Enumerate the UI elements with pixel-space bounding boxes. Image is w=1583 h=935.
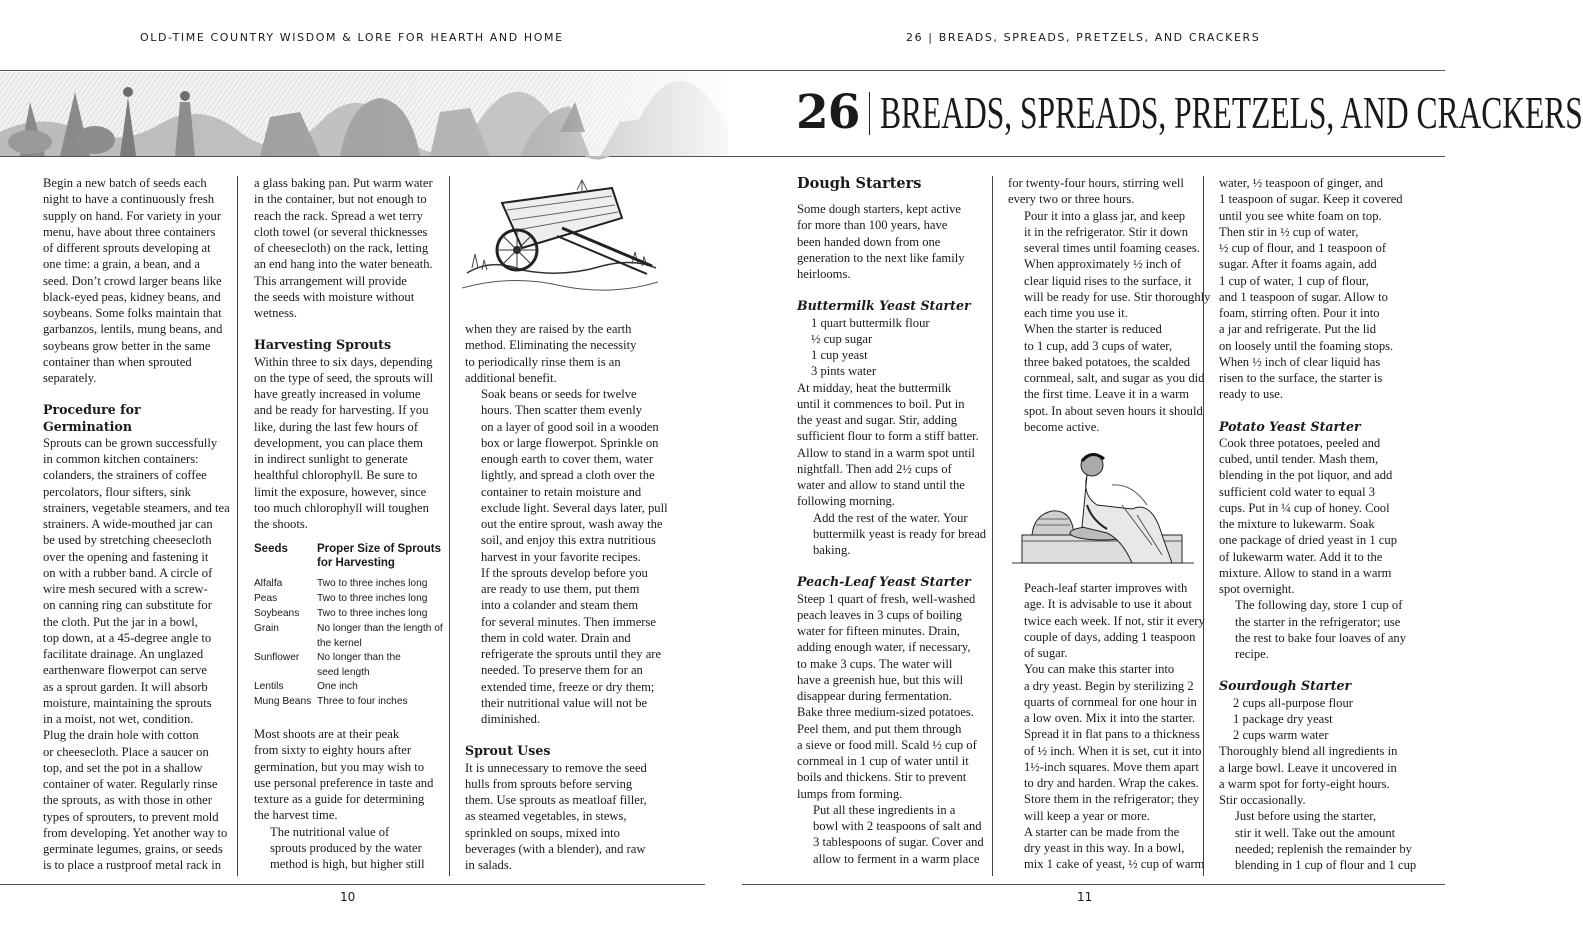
text-line: the harvest time. (254, 808, 338, 823)
text-line: When approximately ½ inch of (1024, 257, 1182, 272)
text-line: If the sprouts develop before you (481, 565, 648, 580)
text-line: hulls from sprouts before serving (465, 776, 633, 791)
text-line: wire mesh secured with a screw- (43, 582, 208, 596)
text-line: sufficient flour to form a stiff batter. (797, 429, 979, 444)
text-line: At midday, heat the buttermilk (797, 380, 952, 395)
paragraph (1219, 743, 1409, 808)
text-line: Peel them, and put them through (797, 721, 962, 736)
text-line: cornmeal in 1 cup of water until it (797, 754, 969, 768)
recipe-title-peach-leaf: Peach-Leaf Yeast Starter (797, 574, 971, 590)
text-line: When the starter is reduced (1024, 322, 1162, 337)
text-line: spot overnight. (1219, 582, 1295, 596)
table-header-seeds: Seeds (254, 543, 288, 555)
right-column-2 (1008, 175, 1211, 435)
text-line: This arrangement will provide (254, 273, 407, 288)
text-line: baking. (813, 543, 851, 557)
text-line: top down, at a 45-degree angle to (43, 630, 212, 645)
text-line: of lukewarm water. Add it to the (1219, 549, 1383, 564)
text-line: blending in the pot liquor, and add (1219, 468, 1393, 483)
left-column-2-lower (254, 726, 444, 872)
table-cell-size: Two to three inches long (317, 578, 428, 589)
text-line: too much chlorophyll will toughen (254, 500, 429, 515)
paragraph (1008, 321, 1205, 435)
text-line: Plug the drain hole with cotton (43, 728, 199, 743)
text-line: 1½-inch squares. Move them apart (1024, 759, 1199, 774)
text-line: as a sprout garden. It will absorb (43, 679, 208, 694)
text-line: Add the rest of the water. Your (813, 510, 968, 525)
text-line: out the entire sprout, wash away the (481, 517, 663, 531)
text-line: several times until foaming ceases. (1024, 241, 1200, 255)
text-line: Soak beans or seeds for twelve (481, 387, 637, 401)
running-head-right: 26 | BREADS, SPREADS, PRETZELS, AND CRACKERS (906, 31, 1261, 44)
right-column-1 (797, 175, 987, 867)
text-line: box or large flowerpot. Sprinkle on (481, 435, 659, 450)
text-line: of cheesecloth) on the rack, letting (254, 241, 429, 255)
text-line: When ½ inch of clear liquid has (1219, 354, 1381, 369)
paragraph (254, 354, 444, 533)
recipe-title-potato: Potato Yeast Starter (1219, 418, 1361, 434)
chapter-divider (869, 92, 870, 135)
text-line: 1 teaspoon of sugar. Keep it covered (1219, 192, 1403, 207)
paragraph (465, 760, 657, 874)
text-line: to 1 cup, add 3 cups of water, (1024, 338, 1173, 353)
text-line: each time you use it. (1024, 306, 1128, 320)
text-line: allow to ferment in a warm place (813, 851, 980, 866)
text-line: or cheesecloth. Place a saucer on (43, 744, 209, 759)
text-line: 1 quart buttermilk flour (811, 315, 930, 330)
text-line: twice each week. If not, stir it every (1024, 613, 1205, 628)
text-line: Put all these ingredients in a (813, 802, 956, 817)
left-column-1 (43, 175, 233, 874)
text-line: soil, and enjoy this extra nutritious (481, 533, 656, 548)
text-line: every two or three hours. (1008, 192, 1135, 207)
paragraph (254, 175, 444, 321)
table-cell-size: No longer than the length of the kernel (317, 623, 443, 649)
text-line: A starter can be made from the (1024, 824, 1180, 839)
text-line: Then stir in ½ cup of water, (1219, 224, 1359, 239)
text-line: a glass baking pan. Put warm water (254, 176, 433, 190)
text-line: foam, stirring often. Pour it into (1219, 306, 1380, 320)
text-line: the shoots. (254, 517, 308, 531)
baker-illustration (1012, 445, 1194, 569)
paragraph (1008, 175, 1198, 208)
text-line: soybeans grow better in the same (43, 338, 211, 353)
text-line: germinate legumes, grains, or seeds (43, 842, 223, 856)
text-line: diminished. (481, 712, 541, 726)
text-line: into a colander and steam them (481, 598, 639, 613)
text-line: dry yeast in this way. In a bowl, (1024, 841, 1185, 855)
text-line: additional benefit. (465, 370, 557, 385)
table-cell-size: No longer than the seed length (317, 652, 401, 678)
text-line: Steep 1 quart of fresh, well-washed (797, 591, 976, 606)
text-line: have a greenish hue, but this will (797, 672, 964, 687)
text-line: container than when sprouted (43, 354, 192, 369)
text-line: is to place a rustproof metal rack in (43, 858, 221, 873)
text-line: be used by stretching cheesecloth (43, 533, 212, 548)
text-line: nightfall. Then add 2½ cups of (797, 461, 952, 476)
text-line: needed. To preserve them for an (481, 663, 643, 678)
section-heading-dough-starters: Dough Starters (797, 175, 922, 192)
text-line: percolators, flour sifters, sink (43, 484, 191, 499)
text-line: 3 pints water (811, 364, 877, 379)
chapter-title: BREADS, SPREADS, PRETZELS, AND CRACKERS (880, 88, 1583, 138)
paragraph (1008, 580, 1205, 661)
text-line: types of sprouters, to prevent mold (43, 809, 219, 824)
banner-engraving (0, 72, 728, 156)
text-line: a low oven. Mix it into the starter. (1024, 711, 1196, 725)
text-line: one time: a grain, a bean, and a (43, 257, 201, 272)
text-line: until it commences to boil. Put in (797, 396, 965, 411)
paragraph (254, 824, 444, 873)
table-cell-size: Three to four inches (317, 696, 408, 707)
text-line: Just before using the starter, (1235, 809, 1377, 824)
text-line: method. Eliminating the necessity (465, 338, 637, 353)
text-line: to periodically rinse them is an (465, 354, 621, 369)
text-line: for more than 100 years, have (797, 218, 948, 233)
paragraph (1219, 808, 1417, 873)
text-line: like, during the last few hours of (254, 419, 419, 434)
column-rule (237, 176, 238, 876)
table-cell-seed: Grain (254, 623, 279, 634)
text-line: harvest in your favorite recipes. (481, 549, 641, 564)
paragraph (797, 510, 987, 559)
paragraph (797, 201, 987, 282)
text-line: colanders, the strainers of coffee (43, 468, 207, 483)
text-line: the cloth. Put the jar in a bowl, (43, 614, 198, 629)
left-column-2 (254, 175, 444, 532)
text-line: when they are raised by the earth (465, 322, 632, 336)
text-line: water and allow to stand until the (797, 478, 965, 492)
column-rule (1203, 176, 1204, 876)
text-line: from developing. Yet another way to (43, 825, 228, 840)
text-line: 2 cups all-purpose flour (1233, 695, 1353, 710)
text-line: Some dough starters, kept active (797, 202, 962, 216)
text-line: will be ready for use. Stir thoroughly (1024, 289, 1211, 304)
section-heading-harvesting: Harvesting Sprouts (254, 337, 392, 353)
text-line: Germination (43, 418, 132, 434)
text-line: the mixture to lukewarm. Soak (1219, 517, 1375, 531)
text-line: the seeds with moisture without (254, 289, 415, 304)
text-line: on with a rubber band. A circle of (43, 565, 213, 580)
text-line: the sprouts, as with those in other (43, 793, 212, 808)
paragraph (797, 380, 987, 510)
text-line: extended time, freeze or dry them; (481, 679, 655, 694)
recipe-title-buttermilk: Buttermilk Yeast Starter (797, 298, 971, 314)
text-line: are ready to use them, put them (481, 582, 640, 596)
text-line: cornmeal, salt, and sugar as you did (1024, 371, 1205, 385)
text-line: of ½ inch. When it is set, cut it into (1024, 743, 1202, 758)
text-line: 1 cup yeast (811, 348, 868, 362)
text-line: Pour it into a glass jar, and keep (1024, 208, 1186, 223)
text-line: a warm spot for forty-eight hours. (1219, 776, 1390, 791)
text-line: sufficient cold water to equal 3 (1219, 484, 1376, 499)
section-heading-sprout-uses: Sprout Uses (465, 743, 551, 759)
paragraph (1008, 824, 1205, 873)
text-line: become active. (1024, 419, 1100, 434)
text-line: bowl with 2 teaspoons of salt and (813, 819, 982, 833)
text-line: it in the refrigerator. Stir it down (1024, 224, 1189, 239)
text-line: been handed down from one (797, 234, 941, 249)
text-line: 1 cup of water, 1 cup of flour, (1219, 273, 1369, 288)
chapter-number: 26 (796, 85, 860, 140)
text-line: the first time. Leave it in a warm (1024, 387, 1190, 402)
text-line: cups. Put in ¼ cup of honey. Cool (1219, 500, 1390, 515)
text-line: their nutritional value will not be (481, 695, 648, 710)
text-line: in common kitchen containers: (43, 452, 199, 466)
text-line: ½ cup of flour, and 1 teaspoon of (1219, 241, 1387, 255)
text-line: of different sprouts developing at (43, 241, 211, 255)
text-line: It is unnecessary to remove the seed (465, 760, 647, 775)
text-line: heirlooms. (797, 267, 851, 281)
text-line: adding enough water, if necessary, (797, 640, 971, 655)
text-line: supply on hand. For variety in your (43, 208, 222, 223)
text-line: container of water. Regularly rinse (43, 777, 218, 791)
text-line: water, ½ teaspoon of ginger, and (1219, 176, 1384, 190)
text-line: couple of days, adding 1 teaspoon (1024, 629, 1196, 644)
text-line: over the opening and fastening it (43, 549, 209, 564)
text-line: recipe. (1235, 647, 1269, 661)
section-heading-procedure (43, 402, 233, 435)
text-line: Procedure for (43, 402, 141, 418)
text-line: from sixty to eighty hours after (254, 743, 412, 758)
text-line: refrigerate the sprouts until they are (481, 647, 662, 661)
text-line: as steamed vegetables, in stews, (465, 809, 627, 824)
text-line: soybeans. Some folks maintain that (43, 306, 222, 320)
text-line: risen to the surface, the starter is (1219, 371, 1383, 385)
text-line: garbanzos, lentils, mung beans, and (43, 322, 223, 337)
running-head-left: OLD-TIME COUNTRY WISDOM & LORE FOR HEARTH AND HOME (140, 31, 564, 44)
text-line: strainers. A wide-mouthed jar can (43, 517, 213, 531)
text-line: Store them in the refrigerator; they (1024, 792, 1200, 807)
text-line: in a moist, not wet, condition. (43, 712, 194, 726)
text-line: 1 package dry yeast (1233, 711, 1333, 726)
text-line: a jar and refrigerate. Put the lid (1219, 322, 1377, 337)
text-line: spot. In about seven hours it should (1024, 403, 1203, 418)
paragraph (797, 591, 987, 802)
table-cell-seed: Sunflower (254, 652, 300, 663)
text-line: exclude light. Several days later, pull (481, 500, 668, 515)
text-line: an end hang into the water beneath. (254, 257, 433, 272)
footer-rule-left (0, 884, 705, 885)
paragraph (43, 175, 233, 386)
text-line: Bake three medium-sized potatoes. (797, 705, 974, 720)
text-line: sprinkled on soups, mixed into (465, 825, 620, 840)
text-line: sprouts produced by the water (270, 840, 422, 855)
paragraph (1008, 661, 1202, 824)
text-line: blending in 1 cup of flour and 1 cup (1235, 858, 1417, 872)
text-line: sugar. After it foams again, add (1219, 257, 1377, 272)
text-line: on loosely until the foaming stops. (1219, 338, 1394, 353)
text-line: disappear during fermentation. (797, 689, 952, 703)
text-line: a large bowl. Leave it uncovered in (1219, 760, 1397, 775)
text-line: separately. (43, 371, 97, 385)
text-line: boils and thickens. Stir to prevent (797, 770, 967, 785)
recipe-title-sourdough: Sourdough Starter (1219, 678, 1352, 694)
right-column-2-lower (1008, 580, 1205, 873)
table-cell-seed: Mung Beans (254, 696, 312, 707)
text-line: wetness. (254, 306, 298, 320)
text-line: to dry and harden. Wrap the cakes. (1024, 776, 1199, 790)
text-line: beverages (with a blender), and raw (465, 841, 646, 856)
cart-illustration (462, 178, 658, 300)
left-column-3 (465, 321, 668, 873)
text-line: Spread it in flat pans to a thickness (1024, 727, 1200, 742)
text-line: for twenty-four hours, stirring well (1008, 176, 1184, 190)
text-line: development, you can place them (254, 435, 423, 450)
paragraph (465, 386, 668, 565)
text-line: limit the exposure, however, since (254, 484, 427, 499)
text-line: seed. Don’t crowd larger beans like (43, 273, 222, 288)
text-line: one package of dried yeast in 1 cup (1219, 533, 1397, 548)
text-line: reach the rack. Spread a wet terry (254, 208, 423, 223)
paragraph (465, 321, 657, 386)
text-line: earthenware flowerpot can serve (43, 663, 207, 678)
text-line: enough earth to cover them, water (481, 452, 654, 466)
text-line: to make 3 cups. The water will (797, 656, 953, 671)
text-line: Allow to stand in a warm spot until (797, 445, 976, 460)
text-line: water for fifteen minutes. Drain, (797, 624, 960, 638)
text-line: Peach-leaf starter improves with (1024, 581, 1188, 595)
text-line: Stir occasionally. (1219, 793, 1306, 807)
text-line: texture as a guide for determining (254, 792, 425, 806)
text-line: until you see white foam on top. (1219, 208, 1382, 223)
text-line: Most shoots are at their peak (254, 727, 400, 741)
text-line: cloth towel (or several thicknesses (254, 224, 428, 239)
text-line: and 1 teaspoon of sugar. Allow to (1219, 289, 1388, 304)
banner-bottom-rule (0, 156, 1445, 157)
text-line: following morning. (797, 494, 895, 509)
text-line: strainers, vegetable steamers, and tea (43, 500, 230, 515)
text-line: 3 tablespoons of sugar. Cover and (813, 835, 984, 850)
table-cell-seed: Peas (254, 593, 278, 604)
paragraph (1219, 435, 1409, 598)
text-line: for several minutes. Then immerse (481, 614, 656, 629)
text-line: Thoroughly blend all ingredients in (1219, 744, 1398, 759)
text-line: 2 cups warm water (1233, 728, 1329, 742)
text-line: a sieve or food mill. Scald ½ cup of (797, 737, 977, 752)
text-line: of sugar. (1024, 646, 1068, 660)
table-cell-seed: Alfalfa (254, 578, 283, 589)
table-cell-seed: Soybeans (254, 608, 300, 619)
text-line: the rest to bake four loaves of any (1235, 630, 1407, 645)
text-line: peach leaves in 3 cups of boiling (797, 607, 963, 622)
table-cell-size: Two to three inches long (317, 608, 428, 619)
text-line: menu, have about three containers (43, 224, 216, 239)
paragraph (1219, 597, 1409, 662)
text-line: mix 1 cake of yeast, ½ cup of warm (1024, 857, 1205, 872)
text-line: in indirect sunlight to generate (254, 452, 408, 466)
text-line: lumps from forming. (797, 786, 903, 801)
text-line: ½ cup sugar (811, 331, 873, 346)
text-line: Sprouts can be grown successfully (43, 435, 218, 450)
text-line: clear liquid rises to the surface, it (1024, 273, 1192, 288)
column-rule (992, 176, 993, 876)
text-line: Cook three potatoes, peeled and (1219, 435, 1381, 450)
text-line: cubed, until tender. Mash them, (1219, 452, 1379, 466)
text-line: three baked potatoes, the scalded (1024, 354, 1191, 369)
text-line: top, and set the pot in a shallow (43, 760, 203, 775)
text-line: the starter in the refrigerator; use (1235, 614, 1401, 629)
text-line: healthful chlorophyll. Be sure to (254, 468, 418, 483)
text-line: age. It is advisable to use it about (1024, 597, 1192, 612)
text-line: container to retain moisture and (481, 484, 642, 499)
text-line: in salads. (465, 858, 512, 872)
text-line: generation to the next like family (797, 250, 965, 265)
ingredient-list (1219, 695, 1409, 744)
top-rule (0, 70, 1445, 71)
text-line: the yeast and sugar. Stir, adding (797, 413, 958, 427)
text-line: on a layer of good soil in a wooden (481, 419, 659, 434)
text-line: buttermilk yeast is ready for bread (813, 526, 987, 541)
text-line: Begin a new batch of seeds each (43, 176, 207, 190)
paragraph (797, 802, 987, 867)
text-line: Within three to six days, depending (254, 354, 433, 369)
text-line: The following day, store 1 cup of (1235, 598, 1403, 613)
ingredient-list (797, 315, 987, 380)
text-line: on canning ring can substitute for (43, 598, 212, 613)
paragraph (465, 565, 662, 728)
text-line: them. Use sprouts as meatloaf filler, (465, 793, 647, 807)
table-header-size: Proper Size of Sprouts for Harvesting (317, 543, 441, 569)
text-line: quarts of cornmeal for one hour in (1024, 694, 1197, 709)
text-line: facilitate drainage. An unglazed (43, 647, 204, 661)
text-line: mixture. Allow to stand in a warm (1219, 565, 1392, 580)
table-cell-size: One inch (317, 681, 358, 692)
text-line: lightly, and spread a cloth over the (481, 468, 655, 483)
text-line: in the container, but not enough to (254, 192, 427, 207)
text-line: them in cold water. Drain and (481, 630, 631, 645)
page-number-left: 10 (340, 890, 356, 904)
text-line: You can make this starter into (1024, 662, 1175, 677)
text-line: night to have a continuously fresh (43, 192, 215, 207)
text-line: hours. Then scatter them evenly (481, 403, 642, 418)
text-line: will keep a year or more. (1024, 808, 1150, 823)
table-cell-size: Two to three inches long (317, 593, 428, 604)
text-line: The nutritional value of (270, 824, 390, 839)
text-line: needed; replenish the remainder by (1235, 841, 1412, 856)
text-line: ready to use. (1219, 387, 1283, 402)
text-line: moisture, maintaining the sprouts (43, 695, 212, 710)
column-rule (449, 176, 450, 876)
text-line: stir it well. Take out the amount (1235, 825, 1396, 840)
paragraph (254, 726, 444, 824)
text-line: and be ready for harvesting. If you (254, 403, 429, 418)
paragraph (1219, 175, 1409, 403)
paragraph (43, 435, 233, 874)
text-line: method is high, but higher still (270, 857, 425, 871)
footer-rule-right (742, 884, 1445, 885)
table-cell-seed: Lentils (254, 681, 284, 692)
text-line: on the type of seed, the sprouts will (254, 370, 434, 385)
text-line: use personal preference in taste and (254, 775, 434, 790)
text-line: have greatly increased in volume (254, 387, 421, 401)
right-column-3 (1219, 175, 1417, 873)
text-line: germination, but you may wish to (254, 759, 424, 774)
paragraph (1008, 208, 1211, 322)
text-line: black-eyed peas, kidney beans, and (43, 289, 221, 304)
text-line: a dry yeast. Begin by sterilizing 2 (1024, 678, 1194, 693)
page-number-right: 11 (1077, 890, 1093, 904)
sprout-size-table (254, 542, 444, 712)
